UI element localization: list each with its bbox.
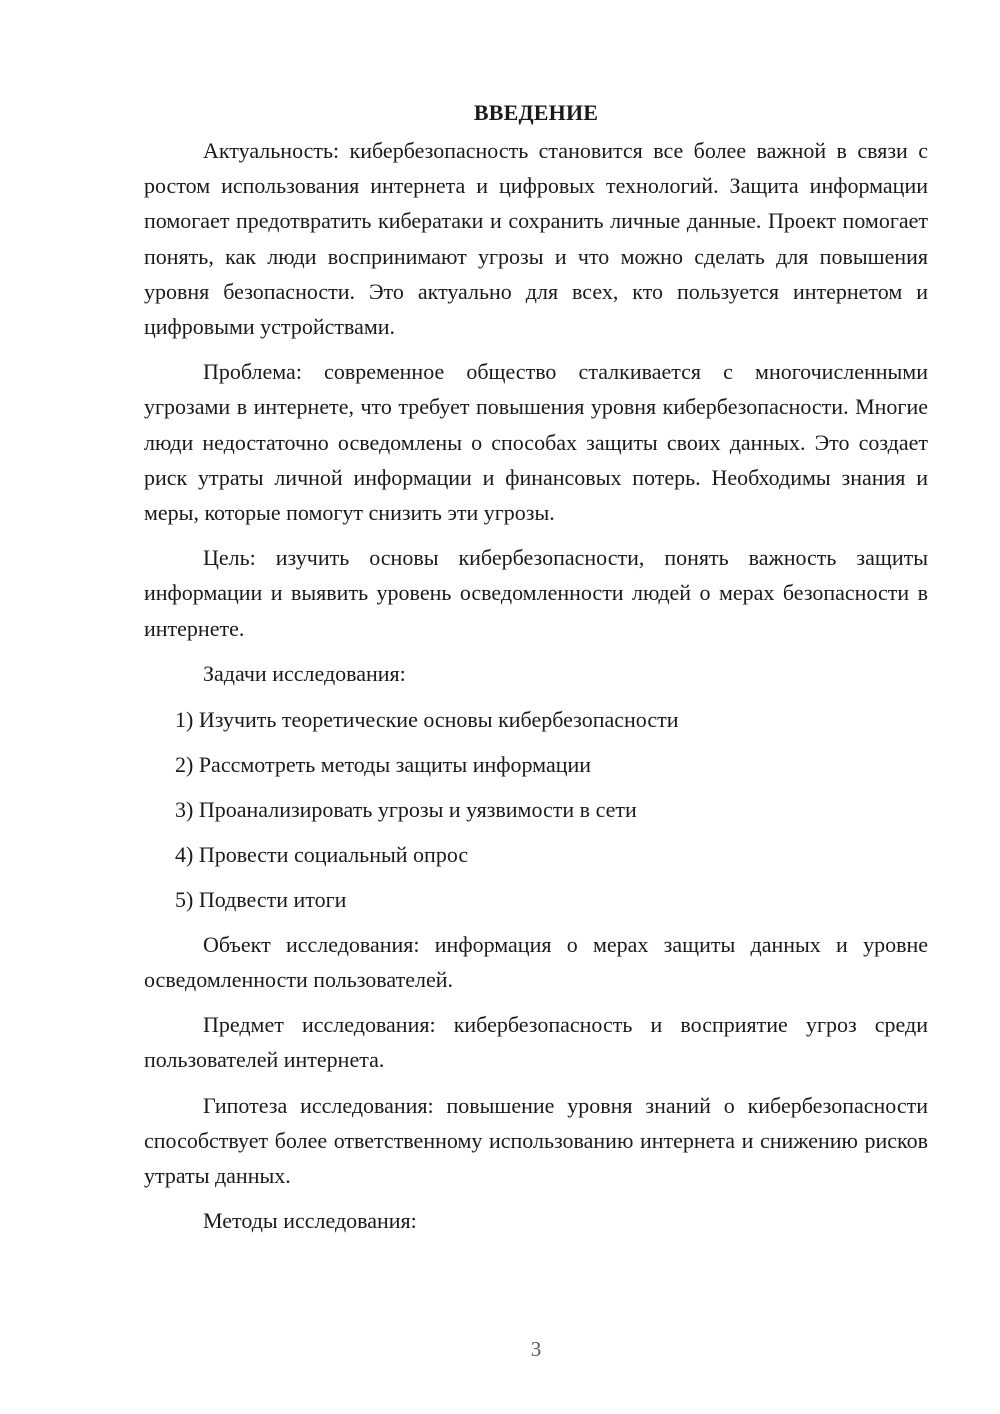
methods-title: Методы исследования: <box>203 1208 417 1234</box>
paragraph-object: Объект исследования: информация о мерах защиты данных и уровне осведомленности пользователей. <box>144 931 928 993</box>
paragraph-goal: Цель: изучить основы кибербезопасности, понять важность защиты информации и выявить уровень осведомленности людей о мерах безопасности в интернете. <box>144 545 928 641</box>
document-page <box>144 95 928 1238</box>
list-item: 4) Провести социальный опрос <box>175 841 469 867</box>
page-number: 3 <box>530 1337 542 1361</box>
list-item: 5) Подвести итоги <box>175 886 347 912</box>
list-item: 3) Проанализировать угрозы и уязвимости в сети <box>175 796 637 822</box>
tasks-title: Задачи исследования: <box>203 660 406 686</box>
paragraph-subject: Предмет исследования: кибербезопасность и восприятие угроз среди пользователей интернета. <box>144 1012 928 1073</box>
list-item: 1) Изучить теоретические основы кибербезопасности <box>175 706 679 732</box>
document-title: ВВЕДЕНИЕ <box>473 100 599 125</box>
paragraph-hypothesis: Гипотеза исследования: повышение уровня знаний о кибербезопасности способствует более ответственному использованию интернета и снижению рисков утраты данных. <box>144 1092 928 1189</box>
paragraph-relevance: Актуальность: кибербезопасность становится все более важной в связи с ростом использования интернета и цифровых технологий. Защита информации помогает предотвратить кибератаки и сохранить личные данные. Проект помогает понять, как люди воспринимают угрозы и что можно сделать для повышения уровня безопасности. Это актуально для всех, кто пользуется интернетом и цифровыми устройствами. <box>144 138 928 340</box>
paragraph-problem: Проблема: современное общество сталкивается с многочисленными угрозами в интернете, что требует повышения уровня кибербезопасности. Многие люди недостаточно осведомлены о способах защиты своих данных. Это создает риск утраты личной информации и финансовых потерь. Необходимы знания и меры, которые помогут снизить эти угрозы. <box>144 359 928 526</box>
tasks-list <box>144 702 928 917</box>
list-item: 2) Рассмотреть методы защиты информации <box>175 751 592 777</box>
